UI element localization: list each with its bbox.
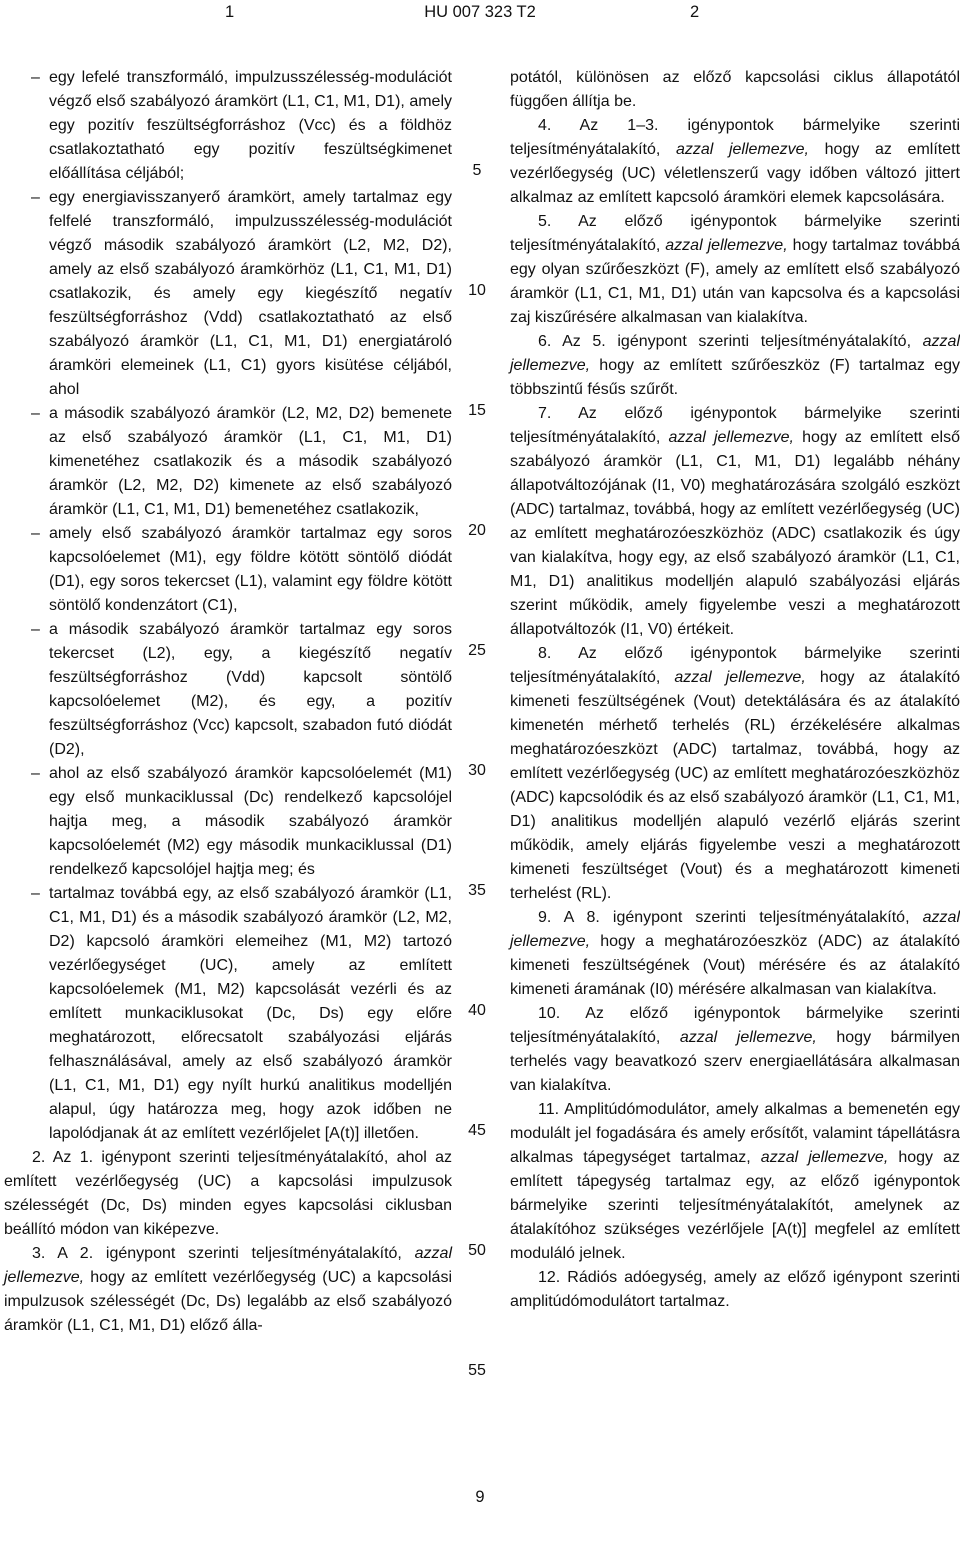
claim-element-text: egy lefelé transzformáló, impulzusszélesség-modulációt végző első szabályozó áramkört (L1, C1, M1, D1), amely egy pozitív feszültségforráshoz (Vcc) és a földhöz csatlakoztatható egy pozitív feszültségkimenet előállítása céljából;: [49, 69, 452, 182]
claim-3-continued: potától, különösen az előző kapcsolási ciklus állapotától függően állítja be.: [510, 69, 960, 110]
right-page-number: 2: [690, 3, 700, 21]
emphasis: azzal jellemezve,: [760, 1149, 889, 1166]
line-number: 45: [468, 1122, 486, 1139]
claim-11: 11. Amplitúdómodulátor, amely alkalmas a bemenetén egy modulált jel fogadására és amely erősítőt, valamint tápellátásra alkalmas tápegységet tartalmaz, azzal jellemezve, hogy az említett tápegység tartalmaz egy, az előző igénypontok bármelyike szerinti teljesítményátalakítót, amelynek az átalakítóhoz szükséges vezérlőjele [A(t)] megfelel az említett moduláló jelnek.: [510, 1101, 960, 1262]
claim-5: 5. Az előző igénypontok bármelyike szerinti teljesítményátalakító, azzal jellemezve, hogy tartalmaz továbbá egy olyan szűrőeszközt (F), amely az említett első szabályozó áramkör (L1, C1, M1, D1) után van kapcsolva és a kapcsolási zaj kiszűrésére alkalmasan van kialakítva.: [510, 213, 960, 326]
line-number: 55: [468, 1362, 486, 1379]
claim-element-7: – tartalmaz továbbá egy, az első szabályozó áramkör (L1, C1, M1, D1) és a második szabályozó áramkör (L2, M2, D2) kapcsoló áramköri elemeihez (M1, M2) tartozó vezérlőegységet (UC), amely az említett kapcsolóelemek (M1, M2) kapcsolását vezérli és az említett munkaciklusokat (Dc, Ds) egy előre meghatározott, előrecsatolt szabályozási eljárás felhasználásával, amely az első szabályozó áramkör (L1, C1, M1, D1) egy nyílt hurkú analitikus modelljén alapul, úgy határozza meg, hogy azok időben ne lapolódjanak át az említett vezérlőjelet [A(t)] illetően.: [31, 885, 452, 1142]
line-number: 40: [468, 1002, 486, 1019]
page-footer-number: 9: [475, 1488, 485, 1506]
line-number: 15: [468, 402, 486, 419]
line-number: 5: [472, 162, 482, 179]
emphasis: azzal jellemezve,: [4, 1245, 452, 1286]
emphasis: azzal jellemezve,: [674, 669, 806, 686]
claim-element-text: a második szabályozó áramkör tartalmaz egy soros tekercset (L2), egy, a kiegészítő negatív feszültségforráshoz (Vdd) kapcsolt söntölő kapcsolóelemet (M2), és egy, a pozitív feszültségforráshoz (Vcc) kapcsolt, szabadon futó diódát (D2),: [49, 621, 452, 758]
emphasis: azzal jellemezve,: [510, 909, 960, 950]
line-number: 50: [468, 1242, 486, 1259]
emphasis: azzal jellemezve,: [668, 429, 794, 446]
claim-element-text: egy energiavisszanyerő áramkört, amely tartalmaz egy felfelé transzformáló, impulzusszélesség-modulációt végző második szabályozó áramkört (L2, M2, D2), amely az első szabályozó áramkörhöz (L1, C1, M1, D1) csatlakozik, és amely egy kiegészítő negatív feszültségforráshoz (Vdd) csatlakoztatható az első szabályozó áramkör (L1, C1, M1, D1) energiatároló áramköri elemeinek (L1, C1) gyors kisütése céljából, ahol: [49, 189, 452, 398]
left-page-number: 1: [225, 3, 235, 21]
claim-4: 4. Az 1–3. igénypontok bármelyike szerinti teljesítményátalakító, azzal jellemezve, hogy az említett vezérlőegység (UC) véletlenszerű vagy időben változó jittert alkalmaz az említett kapcsoló áramköri elemek kapcsolására.: [510, 117, 960, 206]
line-number: 30: [468, 762, 486, 779]
emphasis: azzal jellemezve,: [675, 141, 809, 158]
line-number: 10: [468, 282, 486, 299]
claim-element-3: – a második szabályozó áramkör (L2, M2, D2) bemenete az első szabályozó áramkör (L1, C1, M1, D1) kimenetéhez csatlakozik és a második szabályozó áramkör (L2, M2, D2) kimenete az első szabályozó áramkör (L1, C1, M1, D1) bemenetéhez csatlakozik,: [31, 405, 452, 518]
claim-12: 12. Rádiós adóegység, amely az előző igénypont szerinti amplitúdómodulátort tartalmaz.: [510, 1269, 960, 1310]
claim-8: 8. Az előző igénypontok bármelyike szerinti teljesítményátalakító, azzal jellemezve, hogy az átalakító kimeneti feszültségének (Vout) detektálására és az átalakító kimenetén mérhető terhelés (RL) érzékelésére alkalmas meghatározóeszközt (ADC) tartalmaz, továbbá, hogy az említett vezérlőegység (UC) az említett meghatározóeszközhöz (ADC) kapcsolódik és az első szabályozó áramkör (L1, C1, M1, D1) analitikus modelljén alapuló vezérlő eljárás szerint működik, amely eljárás figyelembe veszi a meghatározott kimeneti feszültséget (Vout) és a meghatározott kimeneti terhelést (RL).: [510, 645, 960, 902]
claim-element-1: – egy lefelé transzformáló, impulzusszélesség-modulációt végző első szabályozó áramkört (L1, C1, M1, D1), amely egy pozitív feszültségforráshoz (Vcc) és a földhöz csatlakoztatható egy pozitív feszültségkimenet előállítása céljából;: [31, 69, 452, 182]
right-column: [510, 66, 960, 1314]
claim-element-text: amely első szabályozó áramkör tartalmaz egy soros kapcsolóelemet (M1), egy földre kötött söntölő diódát (D1), egy soros tekercset (L1), valamint egy földre kötött söntölő kondenzátort (C1),: [49, 525, 452, 614]
page-header: [0, 0, 960, 40]
claim-element-4: – amely első szabályozó áramkör tartalmaz egy soros kapcsolóelemet (M1), egy földre kötött söntölő diódát (D1), egy soros tekercset (L1), valamint egy földre kötött söntölő kondenzátort (C1),: [31, 525, 452, 614]
emphasis: azzal jellemezve,: [679, 1029, 817, 1046]
claim-9: 9. A 8. igénypont szerinti teljesítményátalakító, azzal jellemezve, hogy a meghatározóeszköz (ADC) az átalakító kimeneti feszültségének (Vout) mérésére és az átalakító kimeneti áramának (I0) mérésére alkalmasan van kialakítva.: [510, 909, 960, 998]
claim-element-2: – egy energiavisszanyerő áramkört, amely tartalmaz egy felfelé transzformáló, impulzusszélesség-modulációt végző második szabályozó áramkört (L2, M2, D2), amely az első szabályozó áramkörhöz (L1, C1, M1, D1) csatlakozik, és amely egy kiegészítő negatív feszültségforráshoz (Vdd) csatlakoztatható az első szabályozó áramkör (L1, C1, M1, D1) energiatároló áramköri elemeinek (L1, C1) gyors kisütése céljából, ahol: [31, 189, 452, 398]
claim-6: 6. Az 5. igénypont szerinti teljesítményátalakító, azzal jellemezve, hogy az említett szűrőeszköz (F) tartalmaz egy többszintű fésűs szűrőt.: [510, 333, 960, 398]
document-id: HU 007 323 T2: [424, 3, 536, 21]
claim-element-text: a második szabályozó áramkör (L2, M2, D2) bemenete az első szabályozó áramkör (L1, C1, M1, D1) kimenetéhez csatlakozik és a második szabályozó áramkör (L2, M2, D2) kimenete az első szabályozó áramkör (L1, C1, M1, D1) bemenetéhez csatlakozik,: [49, 405, 452, 518]
line-number: 35: [468, 882, 486, 899]
claim-10: 10. Az előző igénypontok bármelyike szerinti teljesítményátalakító, azzal jellemezve, hogy bármilyen terhelés vagy beavatkozó szerv energiaellátására alkalmasan van kialakítva.: [510, 1005, 960, 1094]
claim-element-text: tartalmaz továbbá egy, az első szabályozó áramkör (L1, C1, M1, D1) és a második szabályozó áramkör (L2, M2, D2) kapcsoló áramköri elemeihez (M1, M2) tartozó vezérlőegységet (UC), amely az említett kapcsolóelemek (M1, M2) kapcsolását vezérli és az említett munkaciklusokat (Dc, Ds) egy előre meghatározott, előrecsatolt szabályozási eljárás felhasználásával, amely az első szabályozó áramkör (L1, C1, M1, D1) egy nyílt hurkú analitikus modelljén alapul, úgy határozza meg, hogy azok időben ne lapolódjanak át az említett vezérlőjelet [A(t)] illetően.: [49, 885, 452, 1142]
claim-element-6: – ahol az első szabályozó áramkör kapcsolóelemét (M1) egy első munkaciklussal (Dc) rendelkező kapcsolójel hajtja meg, a második szabályozó áramkör kapcsolóelemét (M2) egy második munkaciklussal (D1) rendelkező kapcsolójel hajtja meg; és: [31, 765, 452, 878]
claim-2: 2. Az 1. igénypont szerinti teljesítményátalakító, ahol az említett vezérlőegység (UC) a kapcsolási impulzusok szélességét (Dc, Ds) minden egyes kapcsolási ciklusban beállító módon van kiképezve.: [4, 1149, 452, 1238]
claim-7: 7. Az előző igénypontok bármelyike szerinti teljesítményátalakító, azzal jellemezve, hogy az említett első szabályozó áramkör (L1, C1, M1, D1) legalább néhány állapotváltozójának (I1, V0) meghatározására szolgáló eszközt (ADC) tartalmaz, továbbá, hogy az említett vezérlőegység (UC) az említett meghatározóeszközhöz (ADC) csatlakozik és úgy van kialakítva, hogy egy, az első szabályozó áramkör (L1, C1, M1, D1) analitikus modelljén alapuló szabályozási eljárás szerint működik, amely figyelembe veszi a meghatározott állapotváltozók (I1, V0) értékeit.: [510, 405, 960, 638]
line-number: 25: [468, 642, 486, 659]
left-column: [4, 66, 452, 1338]
claim-3: 3. A 2. igénypont szerinti teljesítményátalakító, azzal jellemezve, hogy az említett vezérlőegység (UC) a kapcsolási impulzusok szélességét (Dc, Ds) legalább az első szabályozó áramkör (L1, C1, M1, D1) előző álla-: [4, 1245, 452, 1334]
emphasis: azzal jellemezve,: [665, 237, 788, 254]
line-number: 20: [468, 522, 486, 539]
emphasis: azzal jellemezve,: [510, 333, 960, 374]
claim-element-5: – a második szabályozó áramkör tartalmaz egy soros tekercset (L2), egy, a kiegészítő negatív feszültségforráshoz (Vdd) kapcsolt söntölő kapcsolóelemet (M2), és egy, a pozitív feszültségforráshoz (Vcc) kapcsolt, szabadon futó diódát (D2),: [31, 621, 452, 758]
claim-element-text: ahol az első szabályozó áramkör kapcsolóelemét (M1) egy első munkaciklussal (Dc) rendelkező kapcsolójel hajtja meg, a második szabályozó áramkör kapcsolóelemét (M2) egy második munkaciklussal (D1) rendelkező kapcsolójel hajtja meg; és: [49, 765, 452, 878]
